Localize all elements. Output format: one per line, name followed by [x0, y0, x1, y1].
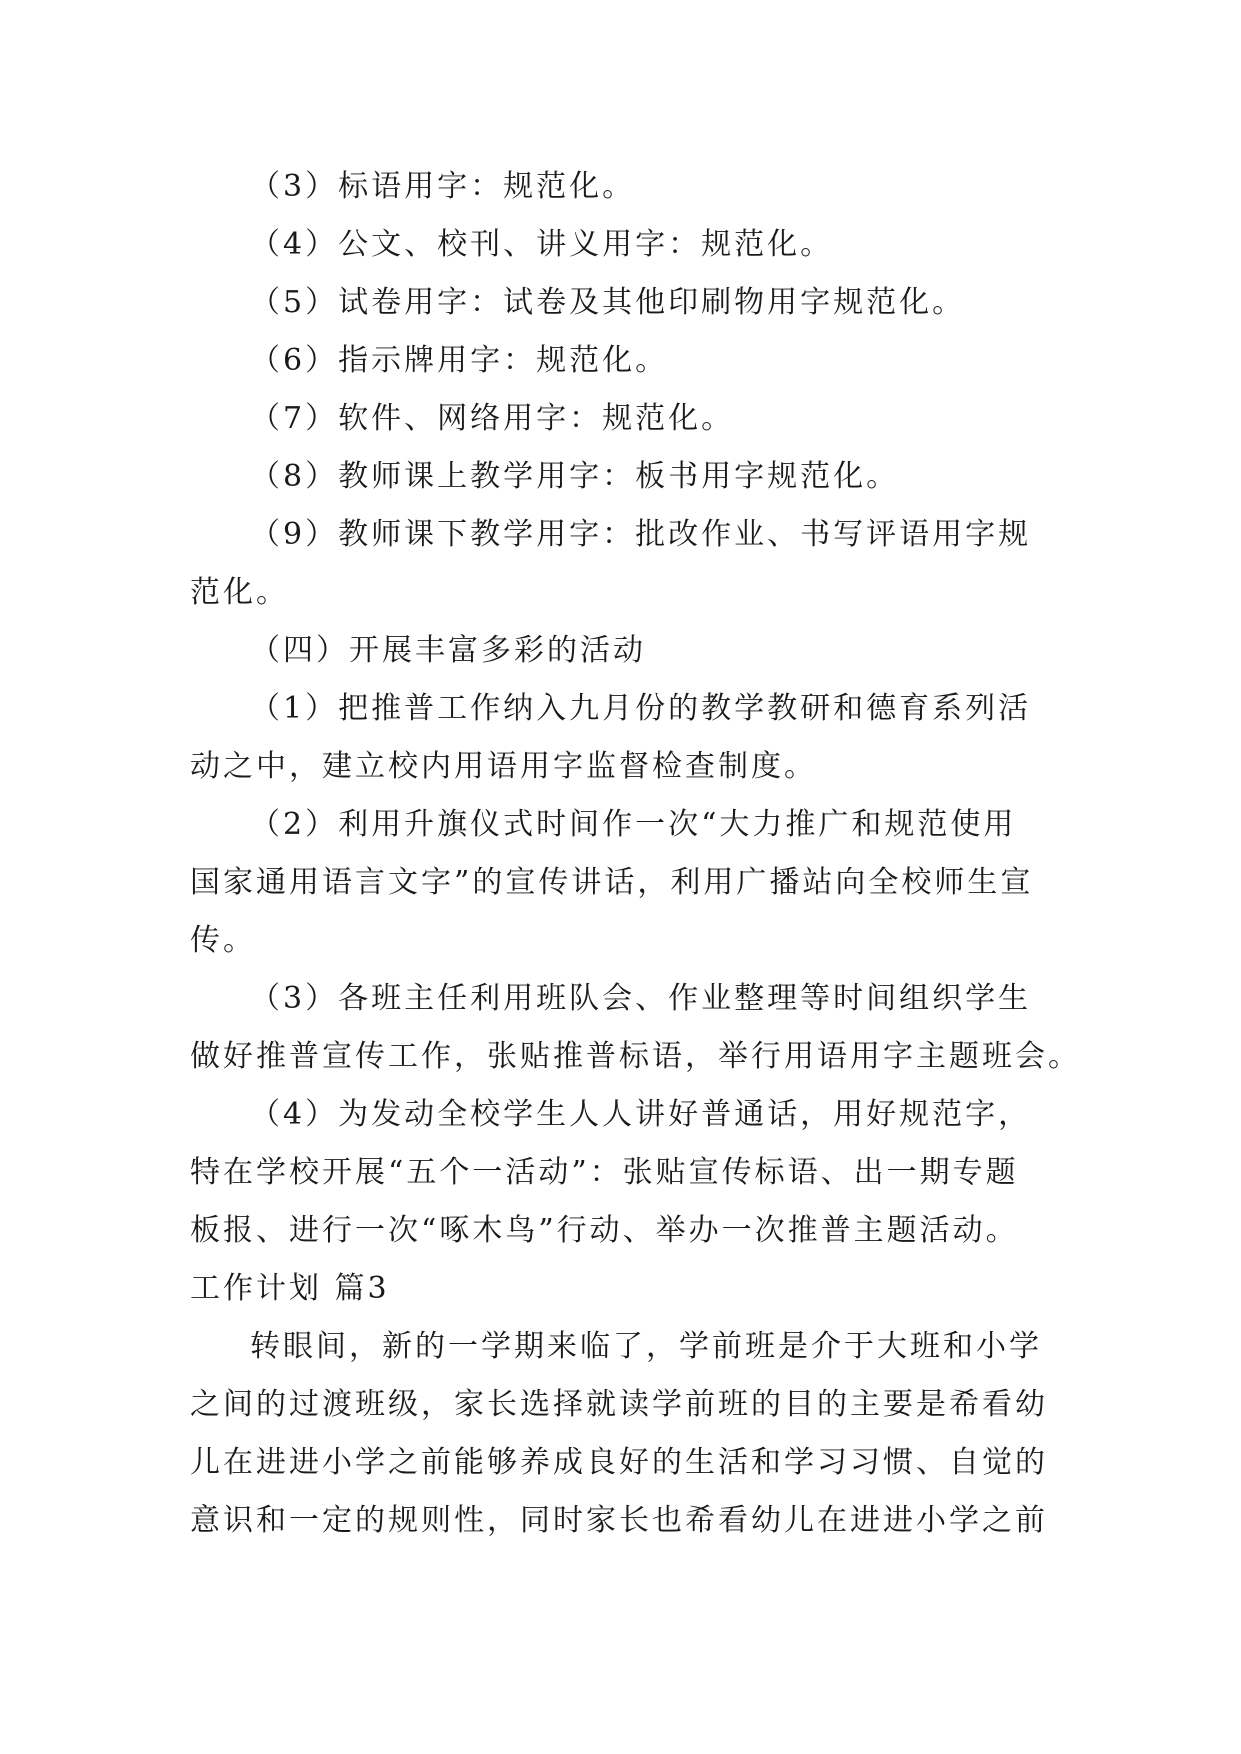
text-line: 转眼间，新的一学期来临了，学前班是介于大班和小学: [250, 1329, 1042, 1364]
text-line: （4）为发动全校学生人人讲好普通话，用好规范字，: [250, 1097, 1032, 1132]
text-line: 做好推普宣传工作，张贴推普标语，举行用语用字主题班会。: [190, 1039, 1081, 1074]
text-line: （1）把推普工作纳入九月份的教学教研和德育系列活: [250, 691, 1032, 726]
text-line: 意识和一定的规则性，同时家长也希看幼儿在进进小学之前: [190, 1503, 1048, 1538]
text-line: 动之中，建立校内用语用字监督检查制度。: [190, 749, 817, 784]
text-line: （8）教师课上教学用字：板书用字规范化。: [250, 459, 900, 494]
text-line: 特在学校开展“五个一活动”：张贴宣传标语、出一期专题: [190, 1155, 1019, 1190]
text-line: 传。: [190, 923, 256, 958]
text-line: （3）标语用字：规范化。: [250, 169, 636, 204]
text-line: （7）软件、网络用字：规范化。: [250, 401, 735, 436]
section-title: 工作计划 篇3: [190, 1271, 390, 1306]
text-line: （2）利用升旗仪式时间作一次“大力推广和规范使用: [250, 807, 1017, 842]
text-line: （6）指示牌用字：规范化。: [250, 343, 669, 378]
text-line: 范化。: [190, 575, 289, 610]
text-line: 之间的过渡班级，家长选择就读学前班的目的主要是希看幼: [190, 1387, 1048, 1422]
text-line: （9）教师课下教学用字：批改作业、书写评语用字规: [250, 517, 1032, 552]
text-line: 儿在进进小学之前能够养成良好的生活和学习习惯、自觉的: [190, 1445, 1048, 1480]
text-line: 板报、进行一次“啄木鸟”行动、举办一次推普主题活动。: [190, 1213, 1019, 1248]
section-heading: （四）开展丰富多彩的活动: [250, 633, 646, 668]
text-line: （4）公文、校刊、讲义用字：规范化。: [250, 227, 834, 262]
text-line: 国家通用语言文字”的宣传讲话，利用广播站向全校师生宣: [190, 865, 1034, 900]
document-body: [190, 158, 1081, 1550]
text-line: （3）各班主任利用班队会、作业整理等时间组织学生: [250, 981, 1032, 1016]
text-line: （5）试卷用字：试卷及其他印刷物用字规范化。: [250, 285, 966, 320]
